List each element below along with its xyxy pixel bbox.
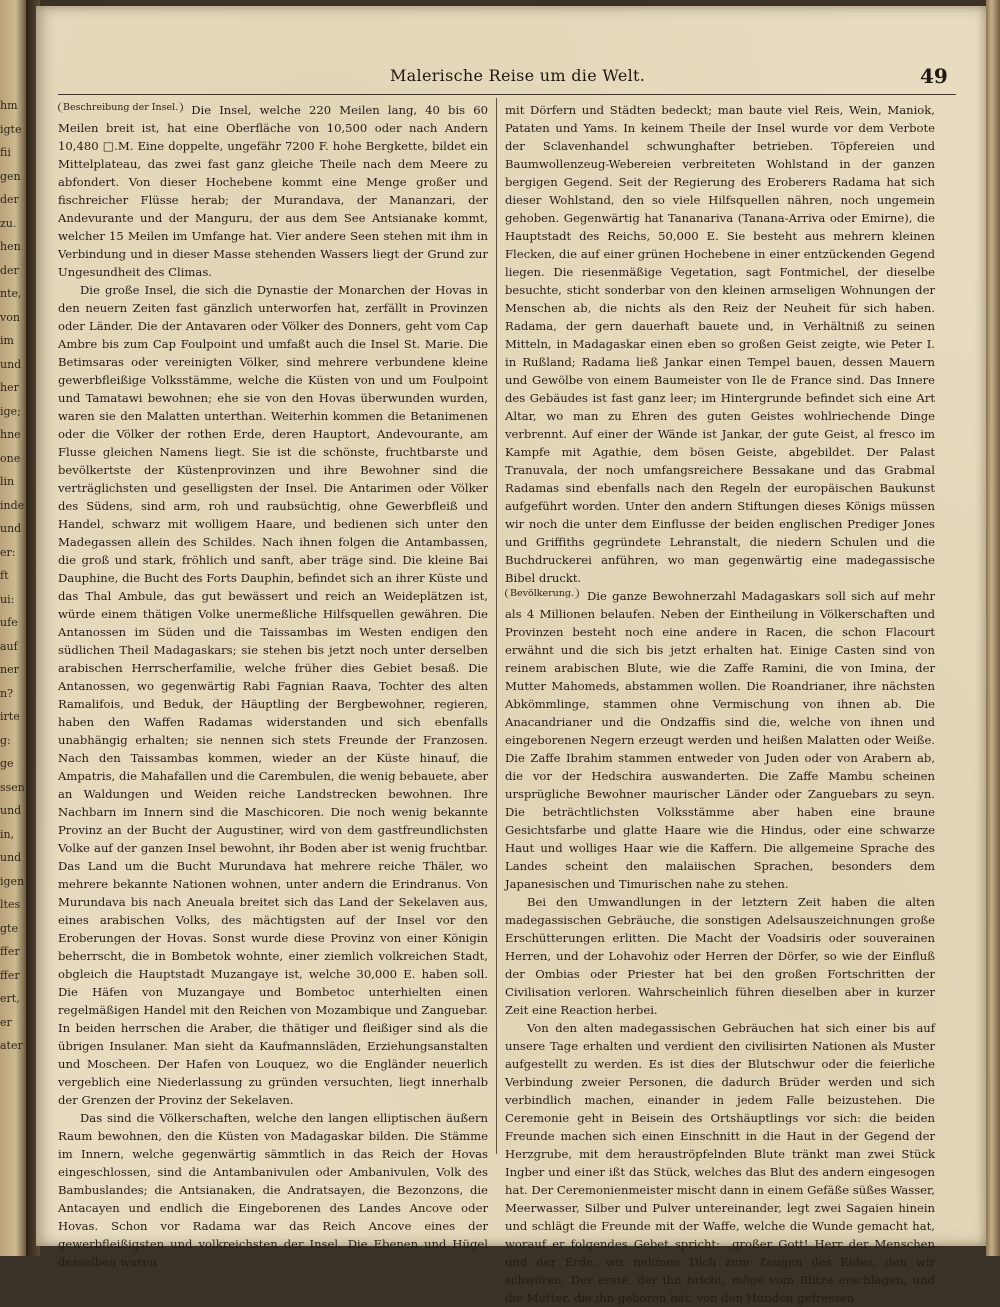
adjacent-page-fragment: und [0, 851, 22, 864]
margin-note: Beschreibung der Insel. [58, 102, 183, 113]
adjacent-page-fragment: ft [0, 569, 9, 582]
adjacent-page-fragment: auf [0, 639, 18, 653]
adjacent-page-fragment: inde [0, 498, 25, 512]
adjacent-page-fragment: er: [0, 545, 16, 559]
paragraph [58, 101, 488, 281]
adjacent-page-fragment: ater [0, 1039, 23, 1052]
adjacent-page-fragment: gen [0, 169, 21, 183]
adjacent-page-fragment: ige; [0, 404, 21, 418]
adjacent-page-fragment: ge [0, 757, 14, 770]
adjacent-page-fragment: und [0, 522, 22, 535]
adjacent-page-fragment: ufe [0, 616, 18, 629]
adjacent-page-fragment: igen [0, 874, 25, 888]
page-number: 49 [920, 64, 948, 88]
right-column [505, 101, 935, 1307]
adjacent-page-fragment: her [0, 381, 19, 394]
adjacent-page-fragment: hm [0, 99, 18, 112]
header-rule [58, 94, 956, 95]
running-head: Malerische Reise um die Welt. [390, 66, 646, 85]
page-stack-edge [986, 0, 1000, 1256]
adjacent-page-fragment: der [0, 193, 19, 206]
margin-note: Bevölkerung. [505, 588, 579, 599]
adjacent-page-fragment: im [0, 334, 14, 347]
adjacent-page-fragment: in, [0, 827, 15, 841]
left-column [58, 101, 488, 1271]
adjacent-page-fragment: irte [0, 710, 20, 723]
adjacent-page-fragment: ui: [0, 592, 15, 606]
adjacent-page-fragment: ssen [0, 780, 25, 794]
adjacent-page-fragment: fii [0, 146, 11, 159]
paragraph: mit Dörfern und Städten bedeckt; man baute viel Reis, Wein, Maniok, Pataten und Yams. In keinem Theile der Insel wurde vor dem Verbote der Sclavenhandel schwunghafter betrieben. Töpfereien und Baumwollenzeug-Webereien verbreiteten Wohlstand in der ganzen bergigen Gegend. Seit der Regierung des Eroberers Radama hat sich dieser Wohlstand, den so viele Hilfsquellen nähren, noch ungemein gehoben. Gegenwärtig hat Tananariva (Tanana-Arriva oder Emirne), die Hauptstadt des Reichs, 50,000 E. Sie besteht aus mehrern kleinen Flecken, die auf einer grünen Hochebene in einer entzückenden Gegend liegen. Die riesenmäßige Vegetation, sagt Fontmichel, der dieselbe besuchte, sticht sonderbar von den kleinen armseligen Wohnungen der Menschen ab, die nichts als den Reiz der Neuheit für sich haben. Radama, der gern dauerhaft bauete und, in Verhältniß zu seinen Mitteln, in Madagaskar einen eben so großen Geist zeigte, wie Peter I. in Rußland; Radama ließ Jankar einen Tempel bauen, dessen Mauern und Gewölbe von einem Baumeister von Ile de France sind. Das Innere des Gebäudes ist fast ganz leer; im Hintergrunde befindet sich eine Art Altar, wo man zu Ehren des guten Geistes wohlriechende Dinge verbrennt. Auf einer der Wände ist Jankar, der gute Geist, al fresco im Kampfe mit Agathie, dem bösen Geiste, abgebildet. Der Palast Tranuvala, der noch umfangsreichere Bessakane und das Grabmal Radamas sind ebenfalls nach den Regeln der europäischen Baukunst aufgeführt worden. Unter den andern Stiftungen dieses Königs müssen wir noch die unter dem Einflusse der beiden englischen Prediger Jones und Griffiths gegründete Lehranstalt, die niedern Schulen und die Buchdruckerei anführen, wo man gegenwärtig eine madegassische Bibel druckt. [505, 103, 935, 585]
paragraph: Von den alten madegassischen Gebräuchen hat sich einer bis auf unsere Tage erhalten und verdient den civilisirten Nationen als Muster aufgestellt zu werden. Es ist dies der Blutschwur oder die feierliche Verbindung zweier Personen, die dadurch Brüder werden und sich verbindlich machen, einander in jedem Falle beizustehen. Die Ceremonie geht in Beisein des Ortshäuptlings vor sich: die beiden Freunde machen sich einen Einschnitt in die Haut in der Gegend der Herzgrube, mit dem herauströpfelnden Blute tränkt man zwei Stück Ingber und einer ißt das Stück, welches das Blut des andern eingesogen hat. Der Ceremonienmeister mischt dann in einem Gefäße süßes Wasser, Meerwasser, Silber und Pulver untereinander, legt zwei Sagaien hinein und schlägt die Freunde mit der Waffe, welche die Wunde gemacht hat, worauf er folgendes Gebet spricht: „großer Gott! Herr der Menschen und der Erde, wir nehmen Dich zum Zeugen des Eides, den wir schwören. Der erste, der ihn bricht, möge vom Blitze erschlagen, und die Mutter, die ihn geboren hat, von den Hunden gefressen [505, 1021, 935, 1305]
adjacent-page-fragment: g: [0, 733, 11, 747]
adjacent-page-fragment: hne [0, 428, 21, 441]
adjacent-page-fragment: gte [0, 921, 18, 935]
adjacent-page-fragment: von [0, 310, 20, 324]
adjacent-page-fragment: ffer [0, 945, 20, 958]
paragraph: Die große Insel, die sich die Dynastie der Monarchen der Hovas in den neuern Zeiten fast gänzlich unterworfen hat, zerfällt in Provinzen oder Länder. Die der Antavaren oder Völker des Donners, geht vom Cap Ambre bis zum Cap Foulpoint und umfaßt auch die Insel St. Marie. Die Betimsaras oder vereinigten Völker, sind mehrere verbundene kleine gewerbfleißige Volksstämme, welche die Küsten von und um Foulpoint und Tamatawi bewohnen; ehe sie von den Hovas überwunden wurden, waren sie den Malatten unterthan. Weiterhin kommen die Betanimenen oder die Völker der rothen Erde, deren Hauptort, Andevourante, am Flusse gleichen Namens liegt. Sie ist die schönste, fruchtbarste und bevölkertste der Küstenprovinzen und ihre Bewohner sind die verträglichsten und geselligsten der Insel. Die Antarimen oder Völker des Südens, sind arm, roh und raubsüchtig, ohne Gewerbfleiß und Handel, schwarz mit wolligem Haare, und bedienen sich unter den Madegassen allein des Schildes. Nach ihnen folgen die Antambassen, die groß und stark, fröhlich und sanft, aber träge sind. Die kleine Bai Dauphine, die Bucht des Forts Dauphin, befindet sich an ihrer Küste und das Thal Ambule, das gut bewässert und reich an Weideplätzen ist, würde einem thätigen Volke unermeßliche Hilfsquellen gewähren. Die Antanossen im Süden und die Taissambas im Westen endigen den südlichen Theil Madagaskars; sie stehen bis jetzt noch unter derselben arabischen Herrscherfamilie, welche früher dies Gebiet besaß. Die Antanossen, wo gegenwärtig Rabi Fagnian Raava, Tochter des alten Ramalifois, und Beduk, der Häuptling der Bergbewohner, regieren, haben den Waffen Radamas widerstanden und sich ebenfalls unabhängig erhalten; sie nennen sich stets Freunde der Franzosen. Nach den Taissambas kommen, wieder an der Küste hinauf, die Ampatris, die Mahafallen und die Carembulen, die wenig bebauete, aber an Waldungen und Weiden reiche Landstrecken bewohnen. Ihre Nachbarn im Innern sind die Maschicoren. Die noch wenig bekannte Provinz an der Bucht der Augustiner, wird von dem gastfreundlichsten Volke auf der ganzen Insel bewohnt, ihr Boden aber ist wenig fruchtbar. Das Land um die Bucht Murundava hat mehrere reiche Thäler, wo mehrere bekannte Nationen wohnen, unter andern die Erindranus. Von Murundava bis nach Aneuala breitet sich das Land der Sekelaven aus, eines arabischen Volks, des mächtigsten auf der Insel vor den Eroberungen der Hovas. Sonst wurde diese Provinz von einer Königin beherrscht, die in Bombetok wohnte, einer ziemlich volkreichen Stadt, obgleich die Hauptstadt Muzangaye ist, welche 30,000 E. haben soll. Die Häfen von Muzangaye und Bombetoc unterhielten einen regelmäßigen Handel mit den Reichen von Mozambique und Zanguebar. In beiden herrschen die Araber, die thätiger und fleißiger sind als die übrigen Insulaner. Man sieht da Kaufmannsläden, Erziehungsanstalten und Moscheen. Der Hafen von Louquez, wo die Engländer neuerlich vergeblich eine Niederlassung zu gründen versuchten, liegt innerhalb der Grenzen der Provinz der Sekelaven. [58, 283, 488, 1107]
adjacent-page-fragment: zu. [0, 216, 17, 230]
adjacent-page-fragment: und [0, 357, 22, 371]
adjacent-page-fragment: ltes [0, 898, 21, 911]
book-page [36, 6, 988, 1305]
adjacent-page-fragment: der [0, 263, 19, 277]
adjacent-page-fragment: igte [0, 122, 22, 136]
adjacent-page-fragment: lin [0, 475, 15, 488]
adjacent-page-fragment: er [0, 1015, 12, 1029]
paragraph: Bei den Umwandlungen in der letztern Zeit haben die alten madegassischen Gebräuche, die sonstigen Adelsauszeichnungen große Erschütterungen erlitten. Die Macht der Voadsiris oder souverainen Herren, und der Lohavohiz oder Herren der Dörfer, so wie der Einfluß der Ombias oder Priester hat bei den großen Fortschritten der Civilisation verloren. Wahrscheinlich führen dieselben aber in kurzer Zeit eine Reaction herbei. [505, 895, 935, 1017]
adjacent-page-fragment: ert, [0, 992, 20, 1005]
adjacent-page-fragment: n? [0, 686, 13, 700]
paragraph [505, 587, 935, 893]
adjacent-page-fragment: ffer [0, 968, 20, 982]
adjacent-page-fragment: hen [0, 240, 21, 253]
adjacent-page-fragment: und [0, 804, 22, 817]
paragraph-text: Die ganze Bewohnerzahl Madagaskars soll sich auf mehr als 4 Millionen belaufen. Neben der Eintheilung in Völkerschaften und Provinzen besteht noch eine andere in Racen, die schon Flacourt erwähnt und die sich bis jetzt erhalten hat. Einige Casten sind von reinem arabischen Blute, wie die Zaffe Ramini, die von Imina, der Mutter Mahomeds, abstammen wollen. Die Roandrianer, ihre nächsten Abkömmlinge, stammen ohne Vermischung von ihnen ab. Die Anacandrianer und die Ondzaffis sind die, welche von ihnen und eingeborenen Negern erzeugt werden und heißen Malatten oder Weiße. Die Zaffe Ibrahim stammen entweder von Juden oder von Arabern ab, die vor der Hedschira auswanderten. Die Zaffe Mambu scheinen ursprügliche Bewohner maurischer Länder oder Zanguebars zu seyn. Die beträchtlichsten Volksstämme aber haben eine braune Gesichtsfarbe und glatte Haare wie die Hindus, oder eine schwarze Haut und wolliges Haar wie die Kaffern. Die allgemeine Sprache des Landes scheint den malaiischen Sprachen, besonders dem Japanesischen und Timurischen nahe zu stehen. [505, 589, 935, 891]
adjacent-page-fragment: ner [0, 663, 19, 676]
paragraph-text: Die Insel, welche 220 Meilen lang, 40 bis 60 Meilen breit ist, hat eine Oberfläche von 10,500 oder nach Andern 10,480 □.M. Eine doppelte, ungefähr 7200 F. hohe Bergkette, bildet ein Mittelplateau, das zwei fast ganz gleiche Theile nach dem Meere zu abfondert. Von dieser Hochebene kommt eine Menge großer und fischreicher Flüsse herab; der Murandava, der Mananzari, der Andevurante und der Manguru, der aus dem See Antsianake kommt, welcher 15 Meilen im Umfange hat. Vier andere Seen stehen mit ihm in Verbindung und in dieser Masse stehenden Wassers liegt der Grund zur Ungesundheit des Climas. [58, 103, 488, 279]
paragraph: Das sind die Völkerschaften, welche den langen elliptischen äußern Raum bewohnen, den die Küsten von Madagaskar bilden. Die Stämme im Innern, welche gegenwärtig sämmtlich in das Reich der Hovas eingeschlossen, sind die Antambanivulen oder Ambanivulen, Volk des Bambuslandes; die Antsianaken, die Andratsayen, die Bezonzons, die Antacayen und endlich die Eingeborenen des Landes Ancove oder Hovas. Schon vor Radama war das Reich Ancove eines der gewerbfleißigsten und volkreichsten der Insel. Die Ebenen und Hügel desselben waren [58, 1111, 488, 1269]
adjacent-page-edge [0, 0, 26, 1256]
column-divider [496, 98, 497, 1154]
adjacent-page-fragment: one [0, 451, 21, 465]
adjacent-page-fragment: nte, [0, 287, 22, 300]
